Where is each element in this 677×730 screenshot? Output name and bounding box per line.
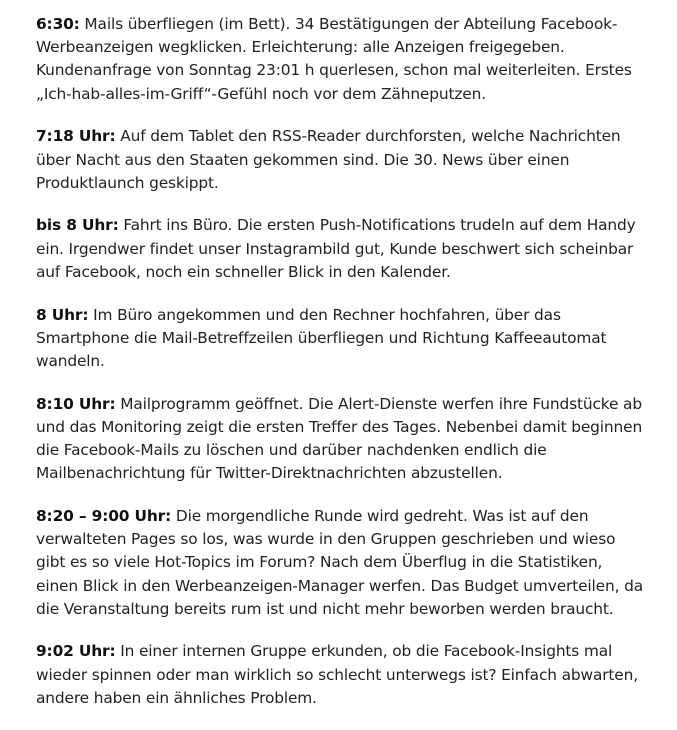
entry-text: Im Büro angekommen und den Rechner hochfahren, über das Smartphone die Mail-Betreffzeilen überfliegen und Richtung Kaffeeautomat wandeln.	[36, 305, 607, 370]
entry-time: 9:02 Uhr:	[36, 642, 116, 661]
article-body	[36, 13, 644, 730]
timeline-entry-0820-0900	[36, 505, 644, 621]
timeline-entry-0810	[36, 393, 644, 486]
entry-text: Auf dem Tablet den RSS-Reader durchforsten, welche Nachrichten über Nacht aus den Staaten gekommen sind. Die 30. News über einen Produktlaunch geskippt.	[36, 127, 621, 192]
entry-text: Mailprogramm geöffnet. Die Alert-Dienste werfen ihre Fundstücke ab und das Monitoring zeigt die ersten Treffer des Tages. Nebenbei damit beginnen die Facebook-Mails zu löschen und darüber nachdenken endlich die Mailbenachrichtung für Twitter-Direktnachrichten abzustellen.	[36, 394, 643, 483]
entry-text: Die morgendliche Runde wird gedreht. Was ist auf den verwalteten Pages so los, was wurde in den Gruppen geschrieben und wieso gibt es so viele Hot-Topics im Forum? Nach dem Überflug in die Statistiken, einen Blick in den Werbeanzeigen-Manager werfen. Das Budget umverteilen, da die Veranstaltung bereits rum ist und nicht mehr beworben werden braucht.	[36, 506, 643, 618]
timeline-entry-0630	[36, 13, 644, 106]
entry-time: 8 Uhr:	[36, 305, 89, 324]
entry-time: 8:20 – 9:00 Uhr:	[36, 506, 172, 525]
timeline-entry-0718	[36, 125, 644, 195]
entry-text: Mails überfliegen (im Bett). 34 Bestätigungen der Abteilung Facebook-Werbeanzeigen wegklicken. Erleichterung: alle Anzeigen freigegeben. Kundenanfrage von Sonntag 23:01 h querlesen, schon mal weiterleiten. Erstes „Ich-hab-alles-im-Griff“-Gefühl noch vor dem Zähneputzen.	[36, 15, 632, 103]
entry-time: 8:10 Uhr:	[36, 394, 116, 413]
entry-time: bis 8 Uhr:	[36, 216, 119, 235]
timeline-entry-0902	[36, 640, 644, 710]
timeline-entry-0800	[36, 304, 644, 374]
timeline-entry-bis-0800	[36, 214, 644, 284]
entry-time: 6:30:	[36, 15, 80, 33]
entry-time: 7:18 Uhr:	[36, 127, 116, 146]
entry-text: In einer internen Gruppe erkunden, ob die Facebook-Insights mal wieder spinnen oder man wirklich so schlecht unterwegs ist? Einfach abwarten, andere haben ein ähnliches Problem.	[36, 642, 638, 707]
entry-text: Fahrt ins Büro. Die ersten Push-Notifications trudeln auf dem Handy ein. Irgendwer findet unser Instagrambild gut, Kunde beschwert sich scheinbar auf Facebook, noch ein schneller Blick in den Kalender.	[36, 216, 636, 281]
